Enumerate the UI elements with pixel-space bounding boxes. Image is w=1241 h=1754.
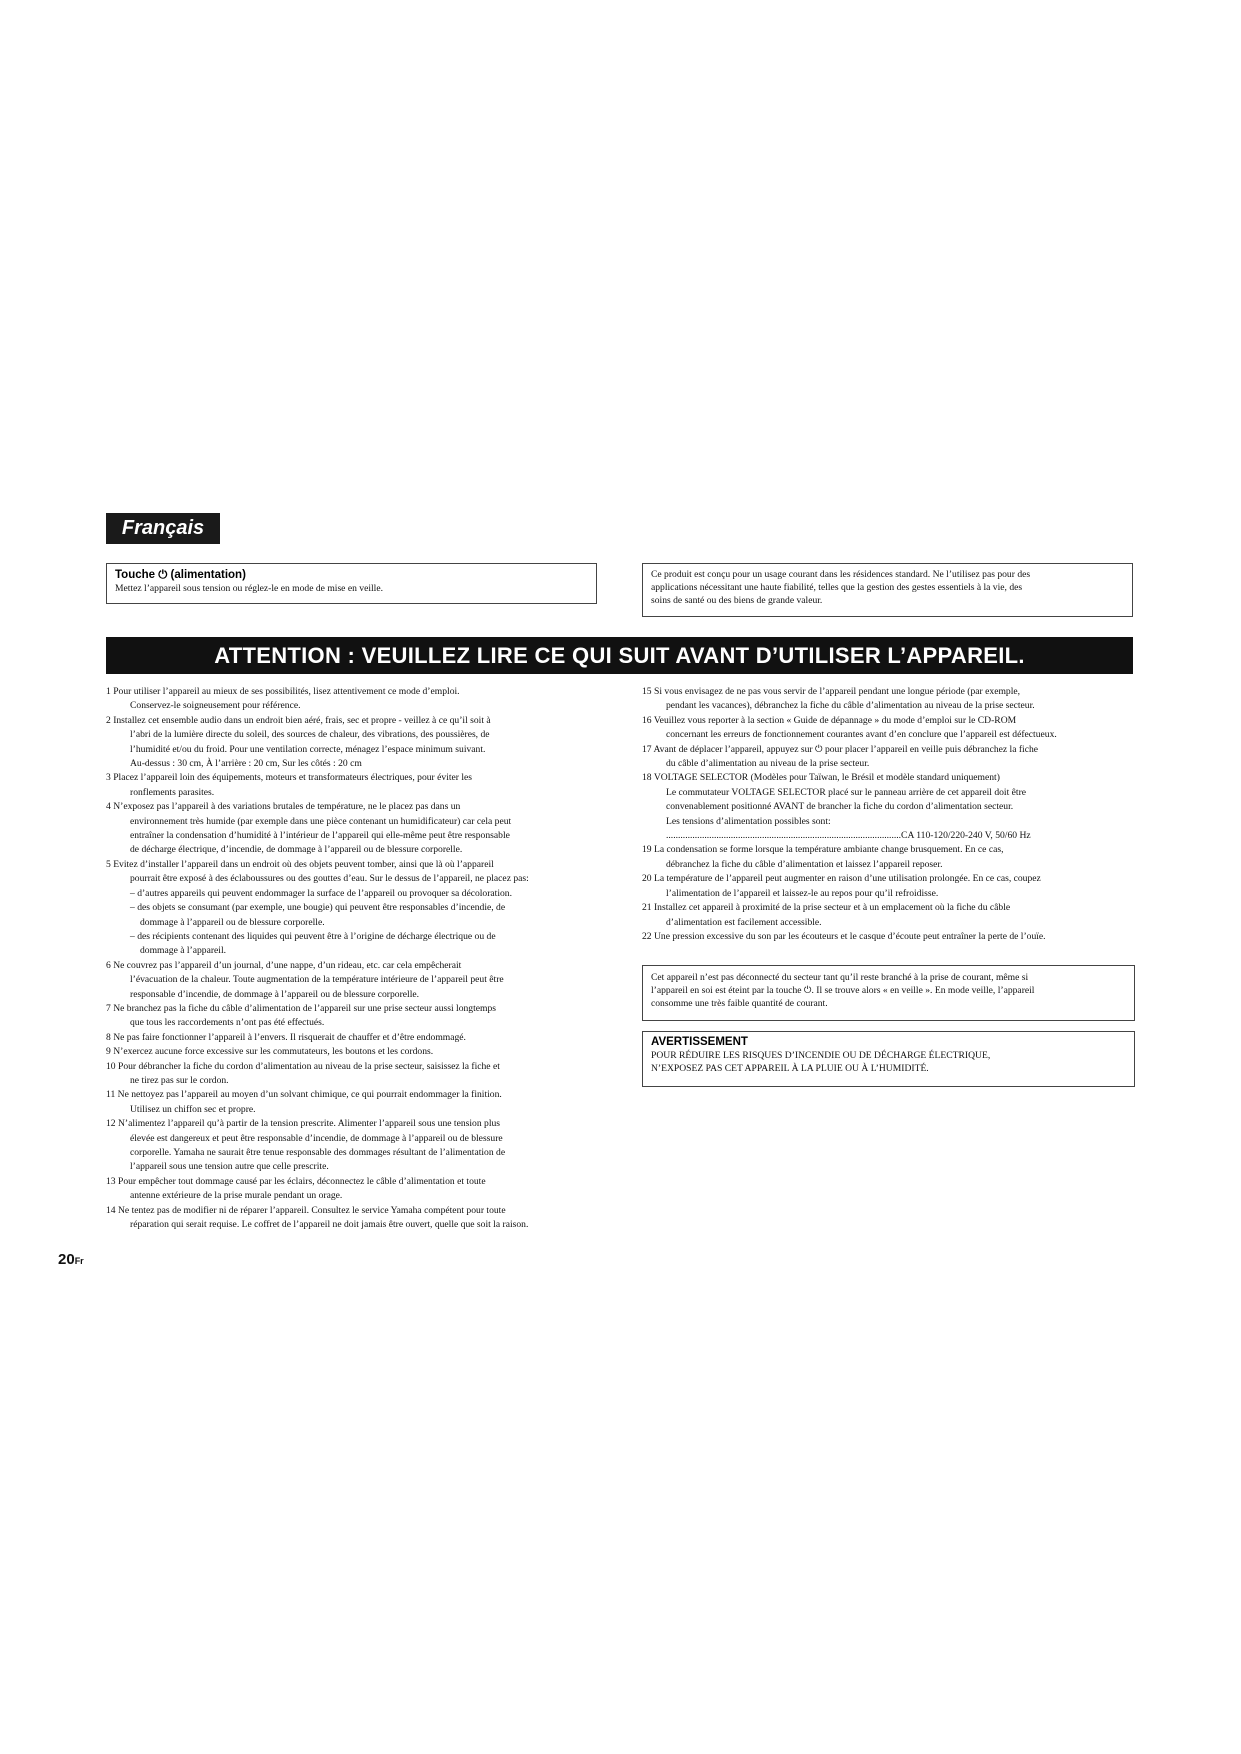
warning-title: AVERTISSEMENT [651,1036,748,1048]
list-item [106,1204,601,1233]
item-first-line: 11 Ne nettoyez pas l’appareil au moyen d’un solvant chimique, ce qui pourrait endommager la finition. [106,1089,502,1101]
item-continuation-line: débranchez la fiche du câble d’alimentation et laissez l’appareil reposer. [666,858,943,870]
standby-notice-box [642,965,1135,1021]
usage-notice-line: Ce produit est conçu pour un usage courant dans les résidences standard. Ne l’utilisez pas pour des [651,569,1031,580]
standby-notice-line: Cet appareil n’est pas déconnecté du secteur tant qu’il reste branché à la prise de courant, même si [651,972,1029,983]
list-subitem [106,901,601,930]
power-key-box [106,563,597,604]
list-subitem [106,887,601,901]
usage-notice-line: applications nécessitant une haute fiabilité, telles que la gestion des gestes essentiels à la vie, des [651,582,1023,593]
warning-line: N’EXPOSEZ PAS CET APPAREIL À LA PLUIE OU À L’HUMIDITÉ. [651,1063,929,1074]
item-continuation-line: l’évacuation de la chaleur. Toute augmentation de la température intérieure de l’appareil peut être [130,974,504,986]
item-first-line: 18 VOLTAGE SELECTOR (Modèles pour Taïwan, le Brésil et modèle standard uniquement) [642,772,1000,784]
voltage-spec-line: ..................................................................................................CA 110-120/220-240 V, 50/60 Hz [666,830,1031,842]
list-item [106,1002,601,1031]
warning-line: POUR RÉDUIRE LES RISQUES D’INCENDIE OU DE DÉCHARGE ÉLECTRIQUE, [651,1050,991,1061]
list-item [106,1045,601,1059]
item-first-line: – d’autres appareils qui peuvent endommager la surface de l’appareil ou provoquer sa décoloration. [130,887,513,899]
item-first-line: 1 Pour utiliser l’appareil au mieux de ses possibilités, lisez attentivement ce mode d’emploi. [106,686,460,697]
item-first-line: 22 Une pression excessive du son par les écouteurs et le casque d’écoute peut entraîner la perte de l’ouïe. [642,930,1046,942]
list-item [106,685,601,714]
right-column [642,685,1135,944]
usage-notice-line: soins de santé ou des biens de grande valeur. [651,595,823,606]
item-first-line: 10 Pour débrancher la fiche du cordon d’alimentation au niveau de la prise secteur, saisissez la fiche et [106,1060,500,1072]
list-item [642,685,1135,714]
list-item [642,930,1135,944]
usage-notice-box [642,563,1133,617]
list-subitem [106,930,601,959]
item-continuation-line: corporelle. Yamaha ne saurait être tenue responsable des dommages résultant de l’alimentation de [130,1147,506,1158]
item-continuation-line: dommage à l’appareil. [140,945,227,957]
item-continuation-line: pendant les vacances), débranchez la fiche du câble d’alimentation au niveau de la prise secteur. [666,700,1035,712]
item-first-line: 12 N’alimentez l’appareil qu’à partir de la tension prescrite. Alimenter l’appareil sous une tension plus [106,1118,501,1130]
item-first-line: 19 La condensation se forme lorsque la température ambiante change brusquement. En ce cas, [642,844,1004,856]
item-continuation-line: environnement très humide (par exemple dans une pièce contenant un humidificateur) car cela peut [130,815,512,827]
list-item [106,771,601,800]
item-continuation-line: convenablement positionné AVANT de brancher la fiche du cordon d’alimentation secteur. [666,801,1014,813]
list-item [642,843,1135,872]
item-continuation-line: l’alimentation de l’appareil et laissez-le au repos pour qu’il refroidisse. [666,887,939,899]
item-first-line: 8 Ne pas faire fonctionner l’appareil à l’envers. Il risquerait de chauffer et d’être endommagé. [106,1031,466,1043]
page-language-suffix: Fr [74,1256,84,1266]
list-item [642,901,1135,930]
item-continuation-line: du câble d’alimentation au niveau de la prise secteur. [666,758,870,770]
item-continuation-line: Le commutateur VOLTAGE SELECTOR placé sur le panneau arrière de cet appareil doit être [666,786,1027,798]
item-continuation-line: Utilisez un chiffon sec et propre. [130,1103,256,1115]
language-tab: Français [106,513,220,544]
item-continuation-line: antenne extérieure de la prise murale pendant un orage. [130,1190,343,1202]
list-item [642,771,1135,829]
list-item [106,1060,601,1089]
item-continuation-line: l’humidité et/ou du froid. Pour une ventilation correcte, ménagez l’espace minimum suivant. [130,743,486,755]
item-first-line: 4 N’exposez pas l’appareil à des variations brutales de température, ne le placez pas dans un [106,801,461,813]
item-first-line: – des objets se consumant (par exemple, une bougie) qui peuvent être responsables d’incendie, de [130,902,506,914]
item-continuation-line: l’appareil sous une tension autre que celle prescrite. [130,1161,329,1173]
list-item [642,872,1135,901]
item-first-line: 5 Evitez d’installer l’appareil dans un endroit où des objets peuvent tomber, ainsi que là où l’appareil [106,858,494,870]
item-first-line: 17 Avant de déplacer l’appareil, appuyez sur ⏻ pour placer l’appareil en veille puis débranchez la fiche [642,743,1039,755]
item-first-line: 15 Si vous envisagez de ne pas vous servir de l’appareil pendant une longue période (par exemple, [642,686,1021,697]
item-continuation-line: l’abri de la lumière directe du soleil, des sources de chaleur, des vibrations, des poussières, de [130,729,490,741]
page-number [58,1251,84,1268]
item-continuation-line: Au-dessus : 30 cm, À l’arrière : 20 cm, Sur les côtés : 20 cm [130,758,362,770]
item-continuation-line: ronflements parasites. [130,786,215,798]
item-first-line: 14 Ne tentez pas de modifier ni de réparer l’appareil. Consultez le service Yamaha compétent pour toute [106,1204,506,1216]
item-first-line: 6 Ne couvrez pas l’appareil d’un journal, d’une nappe, d’un rideau, etc. car cela empêcherait [106,959,462,971]
page-number-value: 20 [58,1251,75,1268]
standby-notice-line: l’appareil en soi est éteint par la touche ⏻. Il se trouve alors « en veille ». En mode veille, l’appareil [651,985,1035,996]
list-item [106,800,601,858]
list-item [106,1088,601,1117]
item-continuation-line: dommage à l’appareil ou de blessure corporelle. [140,916,325,928]
power-key-text: Mettez l’appareil sous tension ou réglez-le en mode de mise en veille. [115,583,383,594]
item-continuation-line: pourrait être exposé à des éclaboussures ou des gouttes d’eau. Sur le dessus de l’appareil, ne placez pas: [130,873,529,885]
item-continuation-line: élevée est dangereux et peut être responsable d’incendie, de dommage à l’appareil ou de blessure [130,1132,503,1144]
list-item [642,743,1135,772]
item-first-line: 3 Placez l’appareil loin des équipements, moteurs et transformateurs électriques, pour éviter les [106,772,473,784]
item-continuation-line: réparation qui serait requise. Le coffret de l’appareil ne doit jamais être ouvert, quelle que soit la raison. [130,1219,529,1231]
warning-box [642,1031,1135,1087]
item-first-line: – des récipients contenant des liquides qui peuvent être à l’origine de décharge électrique ou de [130,930,496,942]
list-item [106,1175,601,1204]
item-continuation-line: de décharge électrique, d’incendie, de dommage à l’appareil ou de blessure corporelle. [130,844,463,856]
item-first-line: 13 Pour empêcher tout dommage causé par les éclairs, déconnectez le câble d’alimentation et toute [106,1175,486,1187]
item-continuation-line: que tous les raccordements n’ont pas été effectués. [130,1017,325,1029]
list-item [642,714,1135,743]
item-continuation-line: Conservez-le soigneusement pour référence. [130,700,301,712]
list-item [106,959,601,1002]
list-item [106,1031,601,1045]
list-item [106,1117,601,1175]
item-first-line: 16 Veuillez vous reporter à la section « Guide de dépannage » du mode d’emploi sur le CD-ROM [642,714,1017,726]
standby-notice-line: consomme une très faible quantité de courant. [651,998,828,1009]
list-item [106,714,601,772]
item-first-line: 9 N’exercez aucune force excessive sur les commutateurs, les boutons et les cordons. [106,1046,434,1058]
item-first-line: 21 Installez cet appareil à proximité de la prise secteur et à un emplacement où la fiche du câble [642,902,1011,914]
item-first-line: 2 Installez cet ensemble audio dans un endroit bien aéré, frais, sec et propre - veillez à ce qu’il soit à [106,714,491,726]
left-column [106,685,601,1232]
item-continuation-line: concernant les erreurs de fonctionnement courantes avant d’en conclure que l’appareil est défectueux. [666,729,1057,741]
item-first-line: 20 La température de l’appareil peut augmenter en raison d’une utilisation prolongée. En ce cas, coupez [642,873,1041,885]
attention-banner: ATTENTION : VEUILLEZ LIRE CE QUI SUIT AVANT D’UTILISER L’APPAREIL. [106,637,1133,674]
power-key-title: Touche ⏻ (alimentation) [115,569,246,581]
item-continuation-line: ne tirez pas sur le cordon. [130,1074,229,1086]
item-continuation-line: responsable d’incendie, de dommage à l’appareil ou de blessure corporelle. [130,988,420,1000]
item-continuation-line: Les tensions d’alimentation possibles sont: [666,815,831,827]
item-continuation-line: entraîner la condensation d’humidité à l’intérieur de l’appareil qui elle-même peut être responsable [130,830,510,842]
item-continuation-line: d’alimentation est facilement accessible. [666,916,822,928]
item-first-line: 7 Ne branchez pas la fiche du câble d’alimentation de l’appareil sur une prise secteur aussi longtemps [106,1002,496,1014]
list-item [106,858,601,887]
